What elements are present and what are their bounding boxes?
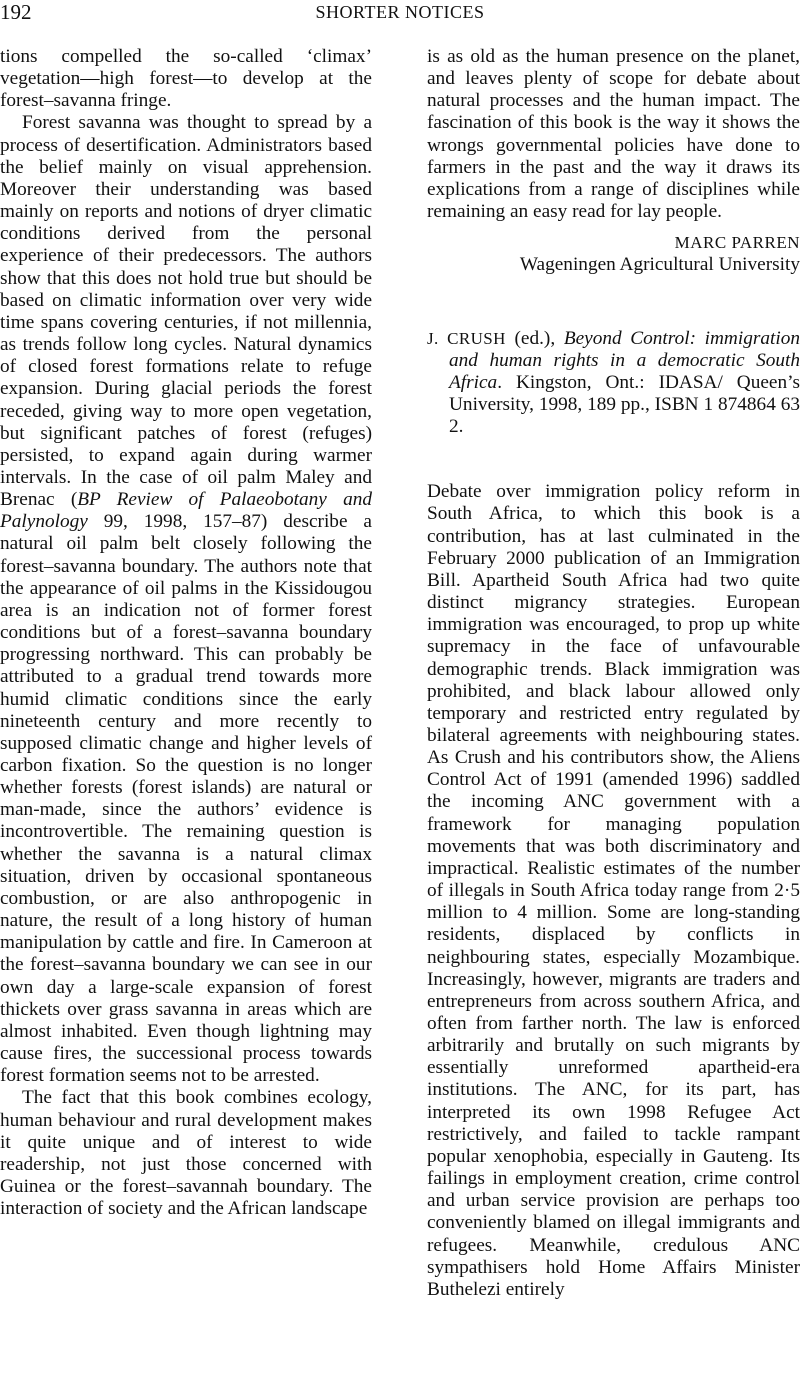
right-paragraph-review-body: Debate over immigration policy reform in South Africa, to which this book is a contribution, has at last culminated in the February 2000 publication of an Immigration Bill. Apartheid South Africa had two quite distinct migrancy strategies. European immigration was encouraged, to prop up white supremacy in the face of unfavourable demographic trends. Black immigration was prohibited, and black labour allowed only temporary and restricted entry regulated by bilateral agreements with neighbouring states. As Crush and his contributors show, the Aliens Control Act of 1991 (amended 1996) saddled the incoming ANC government with a framework for managing population movements that was both discriminatory and impractical. Realistic estimates of the number of illegals in South Africa today range from 2·5 million to 4 million. Some are long-standing residents, displaced by conflicts in neighbouring states, especially Mozambique. Increasingly, however, migrants are traders and entrepreneurs from across southern Africa, and often from farther north. The law is enforced arbitrarily and brutally on such migrants by essentially unreformed apartheid-era institutions. The ANC, for its part, has interpreted its own 1998 Refugee Act restrictively, and failed to tackle rampant popular xenophobia, especially in Gauteng. Its failings in employment creation, crime control and urban service provision are perhaps too conveniently blamed on illegal immigrants and refugees. Meanwhile, credulous ANC sympathisers hold Home Affairs Minister Buthelezi entirely	[427, 481, 800, 1300]
paragraph-text-part: 99, 1998, 157–87) describe a natural oil palm belt closely following the forest–savanna boundary. The authors note that the appearance of oil palms in the Kissidougou area is an indication not of former forest conditions but of a forest–savanna boundary progressing northward. This can probably be attributed to a gradual trend towards more humid climatic conditions since the early nineteenth century and more recently to supposed climatic change and higher levels of carbon fixation. So the question is no longer whether forests (forest islands) are natural or man-made, since the authors’ evidence is incontrovertible. The remaining question is whether the savanna is a natural climax situation, driven by occasional spontaneous combustion, or are also anthropogenic in nature, the result of a long history of human manipulation by cattle and fire. In Cameroon at the forest–savanna boundary we can see in our own day a large-scale expansion of forest thickets over grass savanna in areas which are almost inhabited. Even though lightning may cause fires, the successional process towards forest formation seems not to be arrested.	[0, 511, 372, 1087]
page-header	[0, 0, 800, 24]
citation-author: J. CRUSH	[427, 329, 506, 349]
citation-title: Beyond Control: immigration and human rights in a democratic South Africa	[449, 328, 800, 394]
right-paragraph-continuation: is as old as the human presence on the planet, and leaves plenty of scope for debate about natural processes and the human impact. The fascination of this book is the way it shows the wrongs governmental policies have done to farmers in the past and the way it draws its explications from a range of disciplines while remaining an easy read for lay people.	[427, 46, 800, 223]
left-paragraph-conclusion: The fact that this book combines ecology, human behaviour and rural development makes it quite unique and of interest to wide readership, not just those concerned with Guinea or the forest–savannah boundary. The interaction of society and the African landscape	[0, 1087, 372, 1220]
citation-editor-note: (ed.),	[505, 328, 564, 350]
book-citation	[427, 328, 800, 438]
reviewer-institution: Wageningen Agricultural University	[519, 254, 800, 276]
citation-details: . Kingston, Ont.: IDASA/ Queen’s University, 1998, 189 pp., ISBN 1 874864 63 2.	[449, 372, 800, 438]
left-paragraph-continuation: tions compelled the so-called ‘climax’ vegetation—high forest—to develop at the forest–savanna fringe.	[0, 46, 372, 112]
right-column	[427, 46, 800, 1301]
left-paragraph-forest-savanna	[0, 112, 372, 1087]
page-number: 192	[0, 0, 32, 24]
left-column	[0, 46, 372, 1220]
paragraph-text-part: Forest savanna was thought to spread by a process of desertification. Administrators based the belief mainly on visual apprehension. Moreover their understanding was based mainly on reports and notions of dryer climatic conditions derived from the personal experience of their predecessors. The authors show that this does not hold true but should be based on climatic information over very wide time spans covering centuries, if not millennia, as trends follow long cycles. Natural dynamics of closed forest formations relate to refuge expansion. During glacial periods the forest receded, giving way to more open vegetation, but significant patches of forest (refuges) persisted, to expand again during warmer intervals. In the case of oil palm Maley and Brenac (	[0, 112, 372, 511]
journal-title: BP Review of Palaeobotany and Palynology	[0, 489, 372, 533]
reviewer-name: MARC PARREN	[674, 233, 800, 253]
running-head: SHORTER NOTICES	[315, 2, 485, 22]
